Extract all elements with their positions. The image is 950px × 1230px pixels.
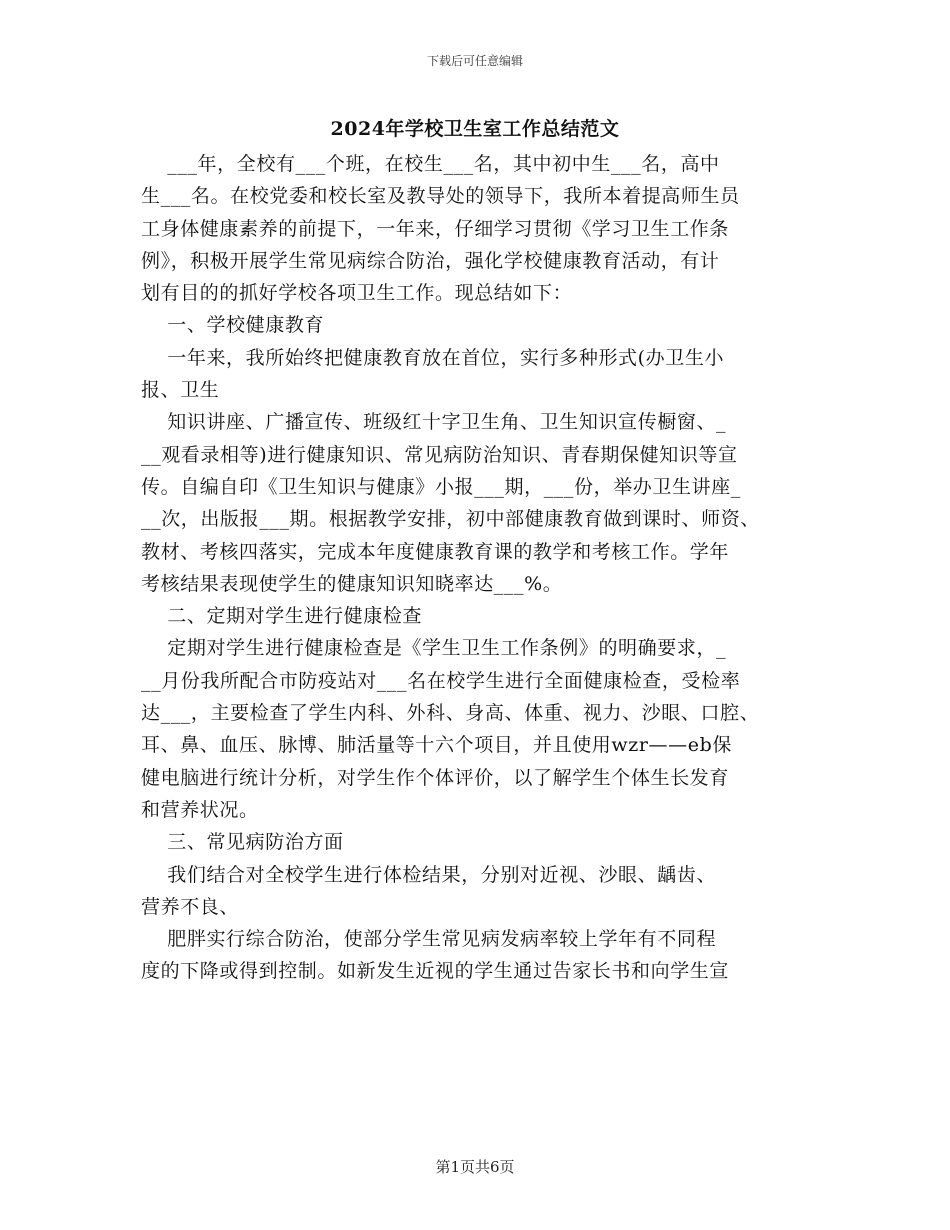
body-line: 定期对学生进行健康检查是《学生卫生工作条例》的明确要求，_ <box>141 637 727 660</box>
body-line: 度的下降或得到控制。如新发生近视的学生通过告家长书和向学生宣 <box>141 960 730 983</box>
body-line: 例》，积极开展学生常见病综合防治，强化学校健康教育活动，有计 <box>141 249 720 272</box>
body-line: 肥胖实行综合防治，使部分学生常见病发病率较上学年有不同程 <box>141 928 717 951</box>
body-line: 划有目的的抓好学校各项卫生工作。现总结如下： <box>141 282 573 305</box>
body-line: ___年，全校有___个班，在校生___名，其中初中生___名，高中 <box>141 153 720 175</box>
body-line: 生___名。在校党委和校长室及教导处的领导下，我所本着提高师生员 <box>141 185 740 208</box>
body-line: 健电脑进行统计分析，对学生作个体评价，以了解学生个体生长发育 <box>141 766 730 789</box>
section-heading: 三、常见病防治方面 <box>141 831 344 854</box>
body-line: 报、卫生 <box>141 379 220 402</box>
body-line: 工身体健康素养的前提下，一年来，仔细学习贯彻《学习卫生工作条 <box>141 217 730 240</box>
page-header-note: 下载后可任意编辑 <box>426 54 523 68</box>
body-line: 耳、鼻、血压、脉博、肺活量等十六个项目，并且使用wzr——eb保 <box>141 734 732 757</box>
body-line: 我们结合对全校学生进行体检结果，分别对近视、沙眼、龋齿、 <box>141 863 717 886</box>
body-line: 和营养状况。 <box>141 798 259 821</box>
body-line: __观看录相等)进行健康知识、常见病防治知识、青春期保健知识等宣 <box>141 443 738 466</box>
body-line: __次，出版报___期。根据教学安排，初中部健康教育做到课时、师资、 <box>141 508 760 531</box>
body-line: 知识讲座、广播宣传、班级红十字卫生角、卫生知识宣传橱窗、_ <box>141 411 727 434</box>
body-line: 教材、考核四落实，完成本年度健康教育课的教学和考核工作。学年 <box>141 540 730 563</box>
body-line: 考核结果表现使学生的健康知识知晓率达___%。 <box>141 572 563 595</box>
body-line: 达___，主要检查了学生内科、外科、身高、体重、视力、沙眼、口腔、 <box>141 702 760 725</box>
page-footer-number: 第1页共6页 <box>435 1158 515 1176</box>
section-heading: 一、学校健康教育 <box>141 314 325 337</box>
body-line: __月份我所配合市防疫站对___名在校学生进行全面健康检查，受检率 <box>141 669 741 692</box>
body-line: 传。自编自印《卫生知识与健康》小报___期，___份，举办卫生讲座_ <box>141 475 741 498</box>
body-line: 营养不良、 <box>141 895 240 918</box>
body-line: 一年来，我所始终把健康教育放在首位，实行多种形式(办卫生小 <box>141 346 725 369</box>
document-body <box>141 148 821 988</box>
document-title: 2024年学校卫生室工作总结范文 <box>330 118 620 140</box>
section-heading: 二、定期对学生进行健康检查 <box>141 605 423 628</box>
